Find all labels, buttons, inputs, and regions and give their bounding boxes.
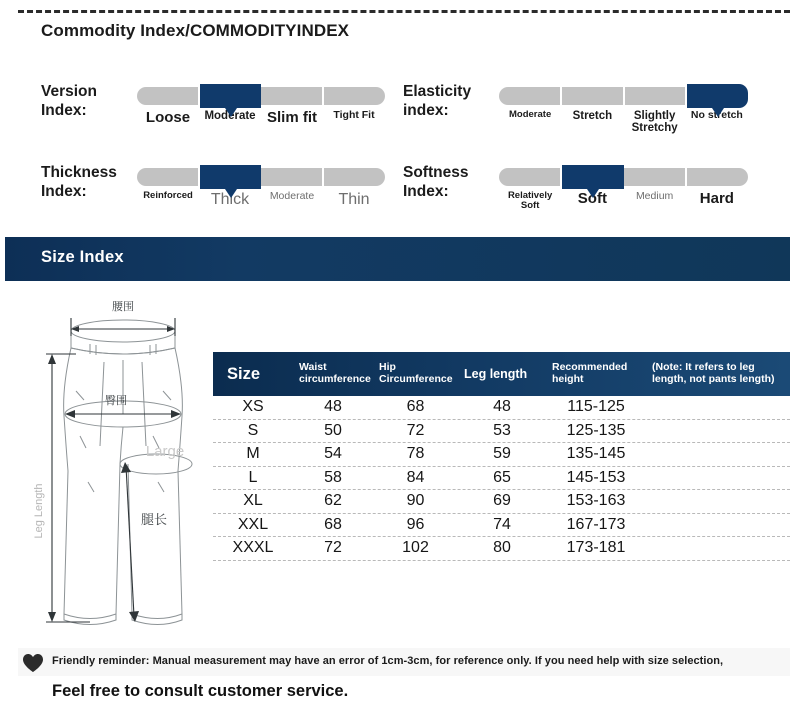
pants-measurement-diagram [28, 296, 218, 636]
elasticity-tick-2: Slightly Stretchy [631, 110, 678, 135]
thickness-segment-2[interactable] [261, 168, 324, 186]
header-size: Size [227, 364, 261, 383]
cell-hip: 72 [406, 421, 425, 439]
pants-diagram-svg [28, 296, 218, 636]
cell-hip: 78 [406, 445, 425, 463]
elasticity-segment-1[interactable] [562, 87, 625, 105]
version-segment-0[interactable] [137, 87, 200, 105]
cell-height: 145-153 [566, 468, 626, 486]
version-tick-3: Tight Fit [333, 109, 375, 121]
elasticity-segment-3-active[interactable] [687, 84, 748, 108]
cell-waist: 58 [324, 468, 342, 486]
thickness-index-ticks [137, 191, 385, 208]
cell-size: M [246, 445, 260, 463]
top-dashed-divider [18, 10, 790, 13]
elasticity-tick-1: Stretch [572, 110, 613, 122]
cell-leg: 69 [493, 492, 511, 510]
version-index-label-line1: Version [41, 83, 97, 100]
cell-size: L [248, 468, 258, 486]
cell-height: 115-125 [567, 398, 625, 416]
elasticity-segment-0[interactable] [499, 87, 562, 105]
thickness-tick-3: Thin [338, 191, 370, 208]
softness-index-label-line1: Softness [403, 164, 469, 181]
softness-index-label-line2: Index: [403, 183, 449, 201]
thickness-tick-1: Thick [210, 191, 250, 208]
softness-segment-0[interactable] [499, 168, 562, 186]
table-row [213, 396, 790, 420]
softness-index-ticks [499, 191, 748, 212]
cell-leg: 59 [493, 445, 511, 463]
thickness-index-bar [137, 168, 385, 186]
table-row [213, 537, 790, 561]
thickness-pointer-icon [225, 189, 237, 198]
cell-leg: 74 [493, 515, 511, 533]
thickness-segment-0[interactable] [137, 168, 200, 186]
version-segment-2[interactable] [261, 87, 324, 105]
version-segment-3[interactable] [324, 87, 385, 105]
version-segment-1-active[interactable] [200, 84, 261, 108]
cell-size: XXL [237, 515, 269, 533]
diagram-watermark: Large [145, 443, 185, 460]
cell-leg: 48 [493, 398, 511, 416]
softness-tick-2: Medium [635, 190, 674, 202]
cell-hip: 68 [406, 398, 425, 416]
cell-size: XS [242, 398, 264, 416]
cell-height: 135-145 [566, 445, 626, 463]
size-index-banner-label: Size Index [41, 248, 124, 266]
cell-waist: 72 [324, 539, 342, 557]
thickness-index-bar-wrap [137, 168, 385, 208]
size-table-header-row [213, 352, 790, 396]
elasticity-tick-0: Moderate [509, 109, 552, 120]
cell-leg: 53 [493, 421, 511, 439]
size-table [213, 352, 790, 561]
thickness-tick-0: Reinforced [143, 190, 193, 201]
page-title: Commodity Index/COMMODITYINDEX [41, 21, 350, 40]
cell-size: XL [243, 492, 263, 510]
header-recommended-height: Recommended height [552, 361, 628, 385]
elasticity-segment-2[interactable] [625, 87, 688, 105]
softness-segment-3[interactable] [687, 168, 748, 186]
thickness-segment-3[interactable] [324, 168, 385, 186]
softness-index-bar-wrap [499, 168, 748, 212]
version-index-bar [137, 87, 385, 105]
thickness-index-label-line1: Thickness [41, 164, 117, 181]
footer-cta: Feel free to consult customer service. [52, 682, 349, 700]
cell-waist: 62 [324, 492, 342, 510]
softness-tick-0: Relatively Soft [507, 190, 553, 212]
cell-size: XXXL [232, 539, 274, 557]
cell-size: S [247, 421, 259, 439]
cell-leg: 65 [493, 468, 511, 486]
version-index-ticks [137, 110, 385, 126]
softness-segment-1-active[interactable] [562, 165, 623, 189]
cell-hip: 96 [406, 515, 425, 533]
thickness-segment-1-active[interactable] [200, 165, 261, 189]
table-row [213, 490, 790, 514]
heart-icon [22, 653, 44, 673]
cell-height: 125-135 [566, 421, 626, 439]
table-row [213, 420, 790, 444]
waist-label-text: 腰围 [112, 300, 134, 313]
cell-height: 153-163 [566, 492, 626, 510]
hip-label-text: 臀围 [105, 394, 127, 407]
elasticity-index-bar-wrap [499, 87, 748, 135]
thickness-index-label-line2: Index: [41, 183, 87, 201]
table-row [213, 514, 790, 538]
cell-waist: 68 [324, 515, 342, 533]
leg-label-text: 腿长 [140, 513, 168, 528]
cell-hip: 90 [406, 492, 425, 510]
cell-waist: 54 [324, 445, 342, 463]
elasticity-tick-3: No stretch [690, 109, 743, 121]
cell-height: 173-181 [566, 539, 626, 557]
table-row [213, 467, 790, 491]
cell-hip: 84 [406, 468, 425, 486]
softness-segment-2[interactable] [624, 168, 687, 186]
leg-length-vertical-text: Leg Length [33, 483, 45, 539]
cell-hip: 102 [402, 539, 429, 557]
elasticity-index-label-line1: Elasticity [403, 83, 472, 100]
footer-reminder: Friendly reminder: Manual measurement may have an error of 1cm-3cm, for reference only. If you need help with size selection, [52, 655, 724, 667]
header-note: (Note: It refers to leg length, not pants length) [652, 361, 775, 385]
header-hip-circumference: Hip Circumference [379, 361, 453, 385]
header-waist-circumference: Waist circumference [299, 361, 371, 385]
version-index-label-line2: Index: [41, 102, 87, 120]
version-tick-2: Slim fit [266, 109, 317, 126]
softness-index-bar [499, 168, 748, 186]
table-row [213, 443, 790, 467]
version-pointer-icon [225, 108, 237, 117]
header-leg-length: Leg length [464, 366, 528, 381]
cell-waist: 48 [324, 398, 342, 416]
softness-tick-3: Hard [699, 190, 734, 207]
elasticity-index-bar [499, 87, 748, 105]
cell-waist: 50 [324, 421, 342, 439]
softness-tick-1: Soft [577, 190, 607, 207]
version-index-bar-wrap [137, 87, 385, 126]
cell-height: 167-173 [566, 515, 626, 533]
elasticity-index-label-line2: index: [403, 102, 449, 120]
cell-leg: 80 [493, 539, 511, 557]
version-tick-1: Moderate [204, 110, 256, 122]
version-tick-0: Loose [145, 109, 191, 126]
softness-pointer-icon [587, 189, 599, 198]
thickness-tick-2: Moderate [269, 190, 315, 202]
elasticity-pointer-icon [712, 108, 724, 117]
